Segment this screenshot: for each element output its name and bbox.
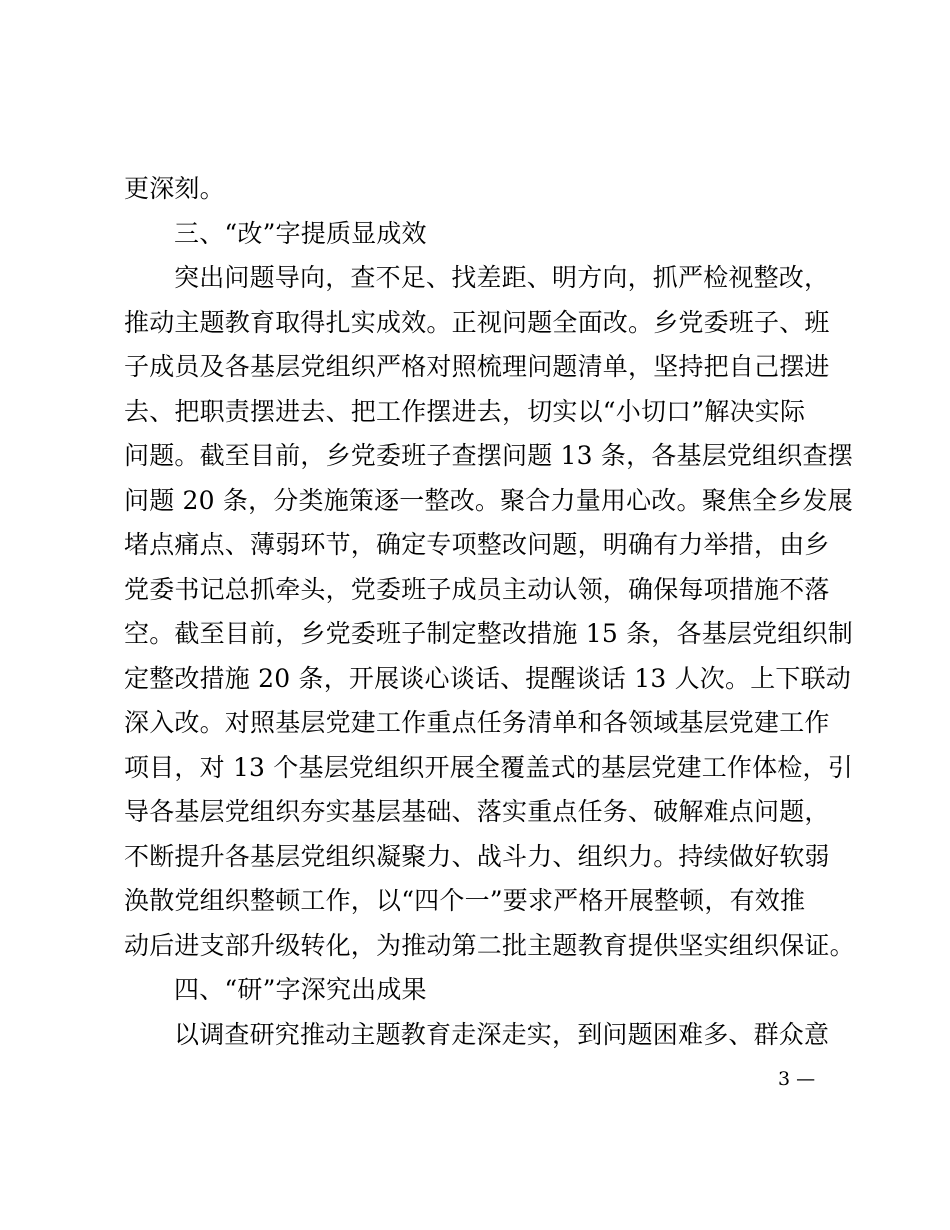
paragraph-line: 深入改。对照基层党建工作重点任务清单和各领域基层党建工作 (124, 708, 830, 737)
paragraph-line: 项目，对 13 个基层党组织开展全覆盖式的基层党建工作体检，引 (124, 752, 853, 782)
paragraph-line: 问题。截至目前，乡党委班子查摆问题 13 条，各基层党组织查摆 (124, 441, 853, 470)
section-heading-4: 四、“研”字深究出成果 (174, 975, 427, 1004)
paragraph-line: 去、把职责摆进去、把工作摆进去，切实以“小切口”解决实际 (124, 396, 806, 426)
paragraph-line: 动后进支部升级转化，为推动第二批主题教育提供坚实组织保证。 (124, 930, 855, 960)
paragraph-line: 不断提升各基层党组织凝聚力、战斗力、组织力。持续做好软弱 (124, 841, 830, 871)
paragraph-line: 堵点痛点、薄弱环节，确定专项整改问题，明确有力举措，由乡 (124, 530, 830, 559)
paragraph-line: 导各基层党组织夯实基层基础、落实重点任务、破解难点问题， (124, 797, 830, 826)
paragraph-line: 推动主题教育取得扎实成效。正视问题全面改。乡党委班子、班 (124, 307, 830, 337)
section-heading-3: 三、“改”字提质显成效 (174, 218, 427, 248)
page-number: 3 — (778, 1068, 816, 1090)
paragraph-line: 空。截至目前，乡党委班子制定整改措施 15 条，各基层党组织制 (124, 619, 853, 648)
paragraph-line: 党委书记总抓牵头，党委班子成员主动认领，确保每项措施不落 (124, 574, 830, 604)
body-text (124, 167, 855, 1057)
paragraph-line: 子成员及各基层党组织严格对照梳理问题清单，坚持把自己摆进 (124, 352, 830, 381)
paragraph-line: 以调查研究推动主题教育走深走实，到问题困难多、群众意 (174, 1019, 830, 1049)
paragraph-line: 问题 20 条，分类施策逐一整改。聚合力量用心改。聚焦全乡发展 (124, 485, 853, 515)
paragraph-line: 定整改措施 20 条，开展谈心谈话、提醒谈话 13 人次。上下联动 (124, 663, 852, 693)
paragraph-continuation: 更深刻。 (124, 174, 225, 203)
paragraph-line: 突出问题导向，查不足、找差距、明方向，抓严检视整改， (174, 263, 830, 292)
paragraph-line: 涣散党组织整顿工作，以“四个一”要求严格开展整顿，有效推 (124, 886, 806, 915)
